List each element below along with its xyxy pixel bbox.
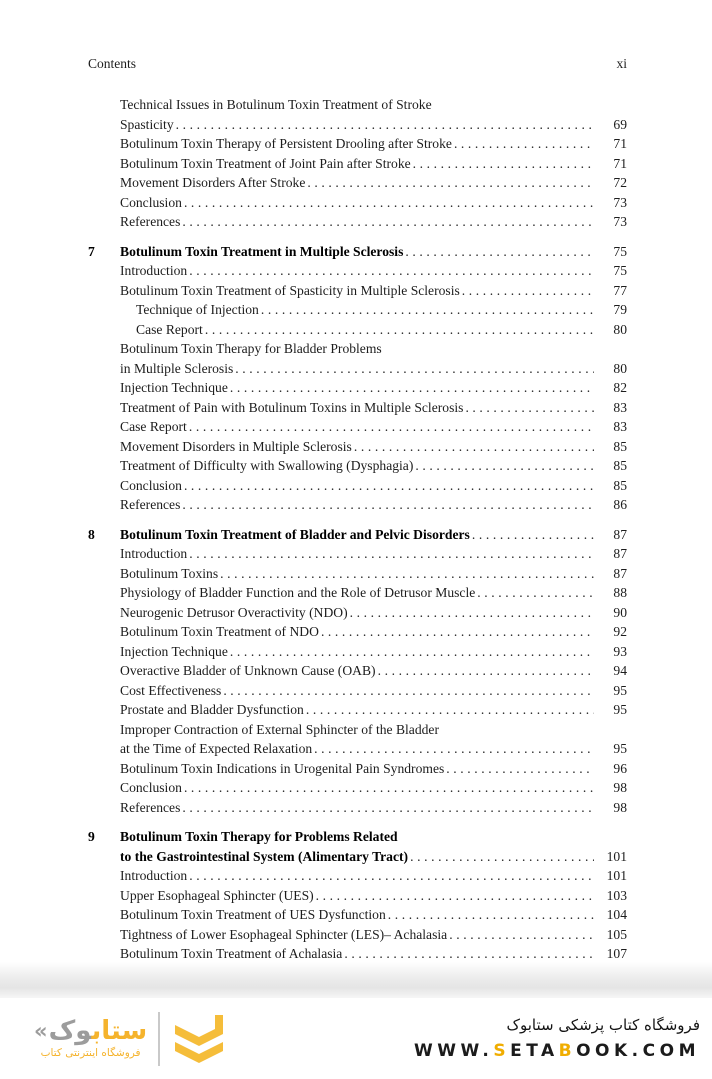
toc-page-num: 77 bbox=[613, 282, 627, 298]
toc-entry-title: Upper Esophageal Sphincter (UES) bbox=[120, 887, 314, 903]
toc-row bbox=[88, 681, 627, 701]
toc-row bbox=[88, 525, 627, 545]
toc-row bbox=[88, 847, 627, 867]
toc-row bbox=[88, 173, 627, 193]
toc-entry-title: Botulinum Toxin Treatment of Achalasia bbox=[120, 946, 343, 961]
toc-entry-title: Introduction bbox=[120, 263, 188, 278]
toc-dot-leader bbox=[454, 134, 594, 154]
toc-page-num: 94 bbox=[613, 663, 627, 678]
watermark-footer bbox=[0, 998, 712, 1079]
toc-row bbox=[88, 359, 627, 379]
site-url-segment: ETA bbox=[510, 1041, 559, 1061]
toc-entry-title: at the Time of Expected Relaxation bbox=[120, 741, 313, 756]
toc-row bbox=[88, 339, 627, 359]
toc-row bbox=[88, 661, 627, 681]
toc-page-num: 87 bbox=[613, 546, 627, 561]
toc-dot-leader bbox=[220, 564, 594, 584]
toc-entry-title: Tightness of Lower Esophageal Sphincter (LES)– Achalasia bbox=[120, 926, 448, 942]
toc-page-num: 71 bbox=[613, 155, 627, 171]
toc-row bbox=[88, 564, 627, 584]
toc-page-num: 85 bbox=[613, 477, 627, 493]
wordmark-text bbox=[49, 1018, 148, 1044]
toc-entry-title: Botulinum Toxin Therapy for Problems Related bbox=[120, 829, 398, 844]
toc-entry-title: Botulinum Toxins bbox=[120, 565, 219, 581]
toc-dot-leader bbox=[321, 622, 594, 642]
toc-entry-title: Cost Effectiveness bbox=[120, 682, 222, 698]
toc-dot-leader bbox=[344, 944, 594, 964]
toc-page-num: 72 bbox=[613, 175, 627, 190]
toc-entry-title: Spasticity bbox=[120, 116, 174, 132]
toc-entry-title: Injection Technique bbox=[120, 380, 228, 395]
toc-dot-leader bbox=[413, 154, 594, 174]
site-url-segment: B bbox=[558, 1041, 577, 1061]
toc-dot-leader bbox=[472, 525, 594, 545]
toc-page-num: 85 bbox=[613, 458, 627, 473]
toc-row bbox=[88, 778, 627, 798]
toc-page-num: 101 bbox=[606, 868, 627, 883]
toc-page-num: 75 bbox=[613, 263, 627, 278]
toc-entry-title: Technique of Injection bbox=[136, 302, 259, 317]
toc-page-num: 73 bbox=[613, 214, 627, 229]
toc-entry-title: Movement Disorders in Multiple Sclerosis bbox=[120, 438, 352, 454]
toc-dot-leader bbox=[184, 778, 594, 798]
toc-entry-title: References bbox=[120, 214, 181, 229]
toc-page-num: 104 bbox=[606, 907, 627, 922]
toc-entry-title: Botulinum Toxin Therapy for Bladder Problems bbox=[120, 341, 382, 356]
setabook-wordmark bbox=[34, 1018, 147, 1044]
toc-dot-leader bbox=[182, 798, 594, 818]
store-name-persian: فروشگاه کتاب پزشکی ستابوک bbox=[506, 1016, 700, 1034]
running-header-title: Contents bbox=[88, 56, 137, 71]
toc-row bbox=[88, 944, 627, 964]
wordmark-yellow-part: ستاب bbox=[91, 1016, 148, 1046]
toc-entry-title: in Multiple Sclerosis bbox=[120, 360, 234, 376]
toc-row bbox=[88, 495, 627, 515]
toc-page-num: 95 bbox=[613, 741, 627, 756]
running-header bbox=[88, 56, 627, 72]
site-block bbox=[414, 1016, 700, 1061]
logo-divider bbox=[158, 1012, 160, 1066]
toc-dot-leader bbox=[316, 886, 594, 906]
toc-dot-leader bbox=[189, 417, 594, 437]
toc-dot-leader bbox=[410, 847, 594, 867]
site-url-segment: WWW. bbox=[414, 1041, 494, 1061]
toc-page-num: 73 bbox=[613, 194, 627, 210]
toc-row bbox=[88, 456, 627, 476]
toc-row bbox=[88, 798, 627, 818]
toc-entry-title: Treatment of Pain with Botulinum Toxins in Multiple Sclerosis bbox=[120, 399, 464, 415]
toc-entry-title: to the Gastrointestinal System (Alimentary Tract) bbox=[120, 848, 409, 864]
site-url bbox=[414, 1041, 700, 1061]
toc-page-num: 83 bbox=[613, 419, 627, 434]
logo-tagline: فروشگاه اینترنتی کتاب bbox=[40, 1047, 141, 1059]
toc-chapter-num: 7 bbox=[88, 243, 95, 259]
toc-dot-leader bbox=[354, 437, 594, 457]
toc-entry-title: Botulinum Toxin Treatment of UES Dysfunction bbox=[120, 907, 386, 922]
toc-row bbox=[88, 134, 627, 154]
toc-page-num: 105 bbox=[606, 926, 627, 942]
toc-dot-leader bbox=[465, 398, 594, 418]
toc-entry-title: Botulinum Toxin Therapy of Persistent Drooling after Stroke bbox=[120, 136, 452, 151]
toc-page-num: 103 bbox=[606, 887, 627, 903]
toc-page-num: 71 bbox=[613, 136, 627, 151]
toc-dot-leader bbox=[388, 905, 594, 925]
toc-row bbox=[88, 720, 627, 740]
toc-page-num: 92 bbox=[613, 624, 627, 639]
wordmark-gray-part: وک bbox=[48, 1016, 92, 1046]
toc-entry-title: Botulinum Toxin Treatment in Multiple Sclerosis bbox=[120, 243, 404, 259]
toc-dot-leader bbox=[176, 115, 594, 135]
toc-page-num: 85 bbox=[613, 438, 627, 454]
toc-dot-leader bbox=[230, 642, 594, 662]
toc-row bbox=[88, 95, 627, 115]
toc-page-num: 96 bbox=[613, 760, 627, 776]
toc-row bbox=[88, 759, 627, 779]
toc-dot-leader bbox=[405, 242, 594, 262]
toc-entry-title: Botulinum Toxin Treatment of Spasticity in Multiple Sclerosis bbox=[120, 282, 460, 298]
toc-row bbox=[88, 320, 627, 340]
toc-dot-leader bbox=[261, 300, 594, 320]
toc-row bbox=[88, 417, 627, 437]
toc-page-num: 98 bbox=[613, 780, 627, 795]
toc-page-num: 93 bbox=[613, 643, 627, 659]
toc-row bbox=[88, 925, 627, 945]
toc-entry-title: Improper Contraction of External Sphincter of the Bladder bbox=[120, 721, 439, 737]
toc-entry-title: Prostate and Bladder Dysfunction bbox=[120, 702, 304, 717]
toc-page-num: 82 bbox=[613, 380, 627, 395]
toc-dot-leader bbox=[415, 456, 594, 476]
toc-entry-title: Technical Issues in Botulinum Toxin Treatment of Stroke bbox=[120, 97, 432, 112]
toc-row bbox=[88, 115, 627, 135]
toc-entry-title: Overactive Bladder of Unknown Cause (OAB) bbox=[120, 663, 376, 678]
toc-row bbox=[88, 905, 627, 925]
toc-dot-leader bbox=[307, 173, 594, 193]
toc-row bbox=[88, 886, 627, 906]
setabook-wordmark-block bbox=[34, 1018, 147, 1059]
guillemet-icon: « bbox=[34, 1018, 48, 1043]
toc-row bbox=[88, 476, 627, 496]
toc-page-num: 69 bbox=[613, 116, 627, 132]
toc-entry-title: Treatment of Difficulty with Swallowing (Dysphagia) bbox=[120, 458, 414, 473]
toc-entry-title: Physiology of Bladder Function and the Role of Detrusor Muscle bbox=[120, 585, 476, 600]
toc-dot-leader bbox=[182, 495, 594, 515]
toc-chapter-num: 8 bbox=[88, 526, 95, 542]
toc-dot-leader bbox=[462, 281, 594, 301]
toc-page-num: 107 bbox=[606, 946, 627, 961]
toc-page-num: 80 bbox=[613, 321, 627, 337]
toc-dot-leader bbox=[182, 212, 594, 232]
toc-dot-leader bbox=[223, 681, 594, 701]
toc-entry-title: Case Report bbox=[136, 321, 203, 337]
toc-entry-title: Conclusion bbox=[120, 780, 182, 795]
toc-page-num: 95 bbox=[613, 702, 627, 717]
toc-entry-title: Botulinum Toxin Treatment of Joint Pain after Stroke bbox=[120, 155, 411, 171]
toc-dot-leader bbox=[189, 866, 594, 886]
toc-page-num: 101 bbox=[606, 848, 627, 864]
toc-page-num: 95 bbox=[613, 682, 627, 698]
scan-edge-shadow bbox=[0, 962, 712, 998]
toc-dot-leader bbox=[378, 661, 594, 681]
toc-row bbox=[88, 700, 627, 720]
toc-row bbox=[88, 300, 627, 320]
toc-dot-leader bbox=[314, 739, 594, 759]
toc-dot-leader bbox=[230, 378, 594, 398]
toc-entry-title: Botulinum Toxin Indications in Urogenital Pain Syndromes bbox=[120, 760, 445, 776]
toc-row bbox=[88, 622, 627, 642]
site-url-segment: S bbox=[493, 1041, 511, 1061]
toc-row bbox=[88, 544, 627, 564]
toc-chapter-num: 9 bbox=[88, 829, 95, 844]
toc-list bbox=[88, 95, 627, 964]
toc-entry-title: Neurogenic Detrusor Overactivity (NDO) bbox=[120, 604, 348, 620]
toc-page-num: 86 bbox=[613, 497, 627, 512]
setabook-logo bbox=[34, 1012, 227, 1066]
toc-row bbox=[88, 583, 627, 603]
running-header-page-number: xi bbox=[616, 56, 627, 71]
toc-row bbox=[88, 261, 627, 281]
toc-dot-leader bbox=[306, 700, 594, 720]
toc-row bbox=[88, 242, 627, 262]
toc-entry-title: Case Report bbox=[120, 419, 187, 434]
toc-row bbox=[88, 378, 627, 398]
toc-page-num: 87 bbox=[613, 565, 627, 581]
toc-page-num: 88 bbox=[613, 585, 627, 600]
toc-dot-leader bbox=[477, 583, 594, 603]
toc-dot-leader bbox=[189, 261, 594, 281]
site-url-segment: OOK.COM bbox=[576, 1041, 700, 1061]
toc-row bbox=[88, 193, 627, 213]
toc-row bbox=[88, 642, 627, 662]
toc-entry-title: Botulinum Toxin Treatment of NDO bbox=[120, 624, 319, 639]
toc-dot-leader bbox=[184, 193, 594, 213]
toc-row bbox=[88, 827, 627, 847]
toc-row bbox=[88, 281, 627, 301]
toc-page-num: 87 bbox=[613, 526, 627, 542]
toc-entry-title: References bbox=[120, 799, 181, 815]
toc-row bbox=[88, 398, 627, 418]
toc-entry-title: Conclusion bbox=[120, 194, 182, 210]
toc-dot-leader bbox=[449, 925, 594, 945]
toc-row bbox=[88, 739, 627, 759]
toc-page-num: 75 bbox=[613, 243, 627, 259]
toc-row bbox=[88, 437, 627, 457]
toc-page-num: 80 bbox=[613, 360, 627, 376]
toc-dot-leader bbox=[350, 603, 594, 623]
toc-page-num: 90 bbox=[613, 604, 627, 620]
toc-row bbox=[88, 866, 627, 886]
toc-page-num: 83 bbox=[613, 399, 627, 415]
toc-dot-leader bbox=[205, 320, 594, 340]
toc-dot-leader bbox=[189, 544, 594, 564]
toc-entry-title: References bbox=[120, 497, 181, 512]
toc-dot-leader bbox=[446, 759, 594, 779]
toc-row bbox=[88, 603, 627, 623]
setabook-chevron-icon bbox=[171, 1012, 227, 1066]
toc-entry-title: Conclusion bbox=[120, 477, 182, 493]
toc-entry-title: Botulinum Toxin Treatment of Bladder and Pelvic Disorders bbox=[120, 526, 470, 542]
toc-dot-leader bbox=[184, 476, 594, 496]
toc-entry-title: Injection Technique bbox=[120, 643, 228, 659]
toc-page-num: 79 bbox=[613, 302, 627, 317]
toc-row bbox=[88, 154, 627, 174]
toc-dot-leader bbox=[235, 359, 594, 379]
toc-entry-title: Movement Disorders After Stroke bbox=[120, 175, 306, 190]
toc-page-num: 98 bbox=[613, 799, 627, 815]
toc-entry-title: Introduction bbox=[120, 868, 188, 883]
toc-entry-title: Introduction bbox=[120, 546, 188, 561]
toc-row bbox=[88, 212, 627, 232]
